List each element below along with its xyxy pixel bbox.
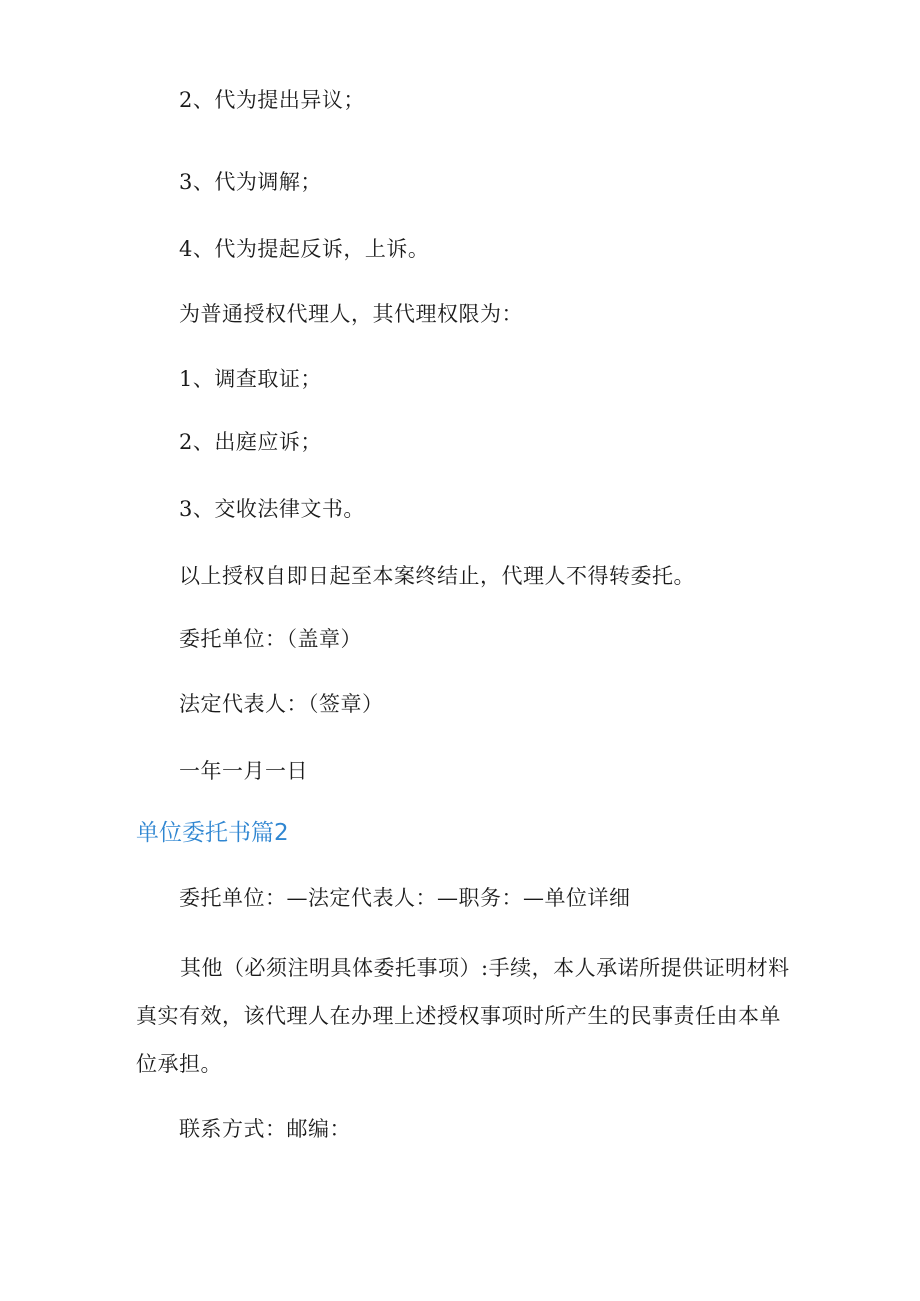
paragraph-other-matters: 其他（必须注明具体委托事项）:手续，本人承诺所提供证明材料真实有效，该代理人在办理上述授权事项时所产生的民事责任由本单位承担。 xyxy=(136,956,790,1076)
text-line-mediation: 3、代为调解； xyxy=(179,170,322,194)
text-line-unit-fields: 委托单位：—法定代表人：—职务：—单位详细 xyxy=(179,886,631,910)
text-line-court-appearance: 2、出庭应诉； xyxy=(179,430,322,454)
text-line-legal-representative: 法定代表人：（签章） xyxy=(179,692,384,716)
text-line-objection: 2、代为提出异议； xyxy=(179,88,365,112)
text-line-legal-documents: 3、交收法律文书。 xyxy=(179,497,365,521)
text-line-counterclaim: 4、代为提起反诉，上诉。 xyxy=(179,237,430,261)
text-line-authorization-period: 以上授权自即日起至本案终结止，代理人不得转委托。 xyxy=(179,564,695,588)
text-line-contact: 联系方式：邮编： xyxy=(179,1117,351,1141)
section-heading: 单位委托书篇2 xyxy=(136,820,289,846)
text-line-entrusting-unit: 委托单位：（盖章） xyxy=(179,627,362,651)
text-line-general-authority: 为普通授权代理人，其代理权限为： xyxy=(179,302,523,326)
text-line-date: 一年一月一日 xyxy=(179,759,308,783)
text-line-investigation: 1、调查取证； xyxy=(179,367,322,391)
